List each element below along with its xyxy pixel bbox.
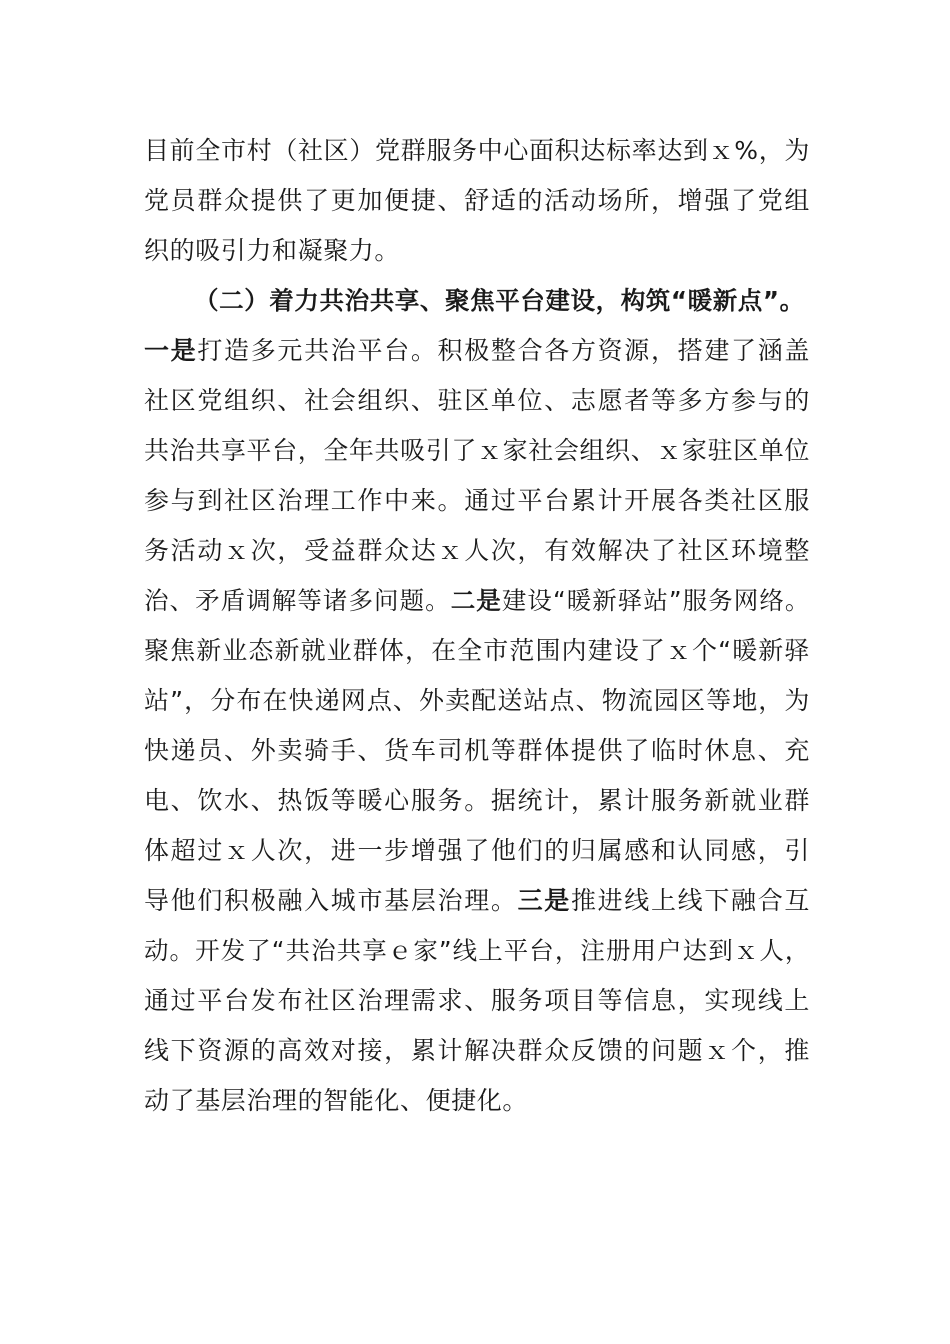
paragraph-line: 动。开发了“共治共享ｅ家”线上平台，注册用户达到ｘ人， (144, 936, 810, 965)
paragraph-line: 目前全市村（社区）党群服务中心面积达标率达到ｘ%，为 (144, 136, 810, 165)
paragraph-line: 线下资源的高效对接，累计解决群众反馈的问题ｘ个，推 (144, 1036, 810, 1065)
paragraph-line: 站”，分布在快递网点、外卖配送站点、物流园区等地，为 (144, 686, 810, 715)
paragraph-line (144, 576, 810, 626)
item-marker-two: 二是 (450, 586, 502, 615)
paragraph-line: 动了基层治理的智能化、便捷化。 (144, 1086, 529, 1115)
document-body (144, 126, 810, 1126)
paragraph-line: 参与到社区治理工作中来。通过平台累计开展各类社区服 (144, 486, 810, 515)
paragraph-line: 快递员、外卖骑手、货车司机等群体提供了临时休息、充 (144, 736, 810, 765)
paragraph-line: 务活动ｘ次，受益群众达ｘ人次，有效解决了社区环境整 (144, 536, 810, 565)
paragraph-line (144, 326, 810, 376)
paragraph-line: 社区党组织、社会组织、驻区单位、志愿者等多方参与的 (144, 386, 810, 415)
paragraph-line: 电、饮水、热饭等暖心服务。据统计，累计服务新就业群 (144, 786, 810, 815)
paragraph-line: 织的吸引力和凝聚力。 (144, 236, 401, 265)
paragraph-text: 导他们积极融入城市基层治理。 (144, 886, 518, 915)
paragraph-line: 共治共享平台，全年共吸引了ｘ家社会组织、ｘ家驻区单位 (144, 436, 810, 465)
item-marker-one: 一是 (144, 336, 198, 365)
item-marker-three: 三是 (517, 886, 571, 915)
paragraph-line: 党员群众提供了更加便捷、舒适的活动场所，增强了党组 (144, 186, 810, 215)
paragraph-line: 通过平台发布社区治理需求、服务项目等信息，实现线上 (144, 986, 810, 1015)
paragraph-line (144, 876, 810, 926)
paragraph-text: 打造多元共治平台。积极整合各方资源，搭建了涵盖 (197, 336, 810, 365)
paragraph-text: 治、矛盾调解等诸多问题。 (144, 586, 451, 615)
paragraph-line: 聚焦新业态新就业群体，在全市范围内建设了ｘ个“暖新驿 (144, 636, 810, 665)
paragraph-line: 体超过ｘ人次，进一步增强了他们的归属感和认同感，引 (144, 836, 810, 865)
paragraph-text: 推进线上线下融合互 (570, 886, 810, 915)
paragraph-text: 建设“暖新驿站”服务网络。 (501, 586, 811, 615)
section-heading: （二）着力共治共享、聚焦平台建设，构筑“暖新点”。 (194, 286, 805, 315)
